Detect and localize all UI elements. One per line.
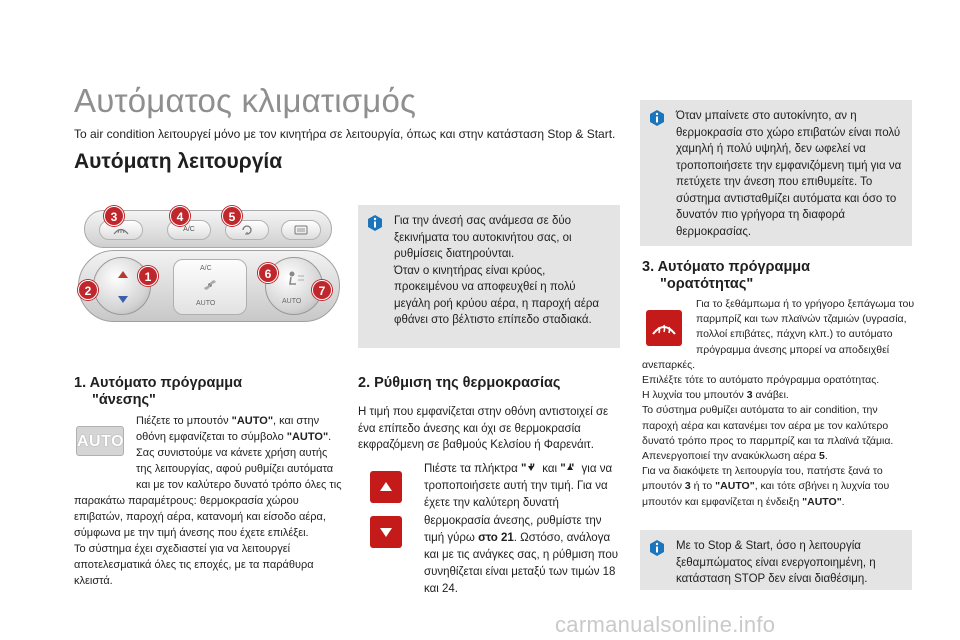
section2-and: και: [539, 463, 561, 475]
panel-rear-defrost-button: [281, 220, 321, 240]
badge-2: 2: [78, 280, 98, 300]
section3-p4-bold: 5: [819, 450, 825, 463]
section3-p5-post: .: [841, 495, 845, 508]
section3-p3-bold: 3: [746, 389, 753, 402]
arrow-up-icon: [380, 482, 392, 491]
section3-p5-mid: , και τότε σβήνει η λυχνία του μπουτόν και εμφανίζεται η ένδειξη: [642, 480, 890, 508]
section2-heading: 2. Ρύθμιση της θερμοκρασίας: [358, 375, 561, 391]
small-arrow-up-icon: [567, 465, 573, 470]
section-heading: Αυτόματη λειτουργία: [74, 150, 283, 173]
center-display: [173, 259, 247, 315]
badge-5: 5: [222, 206, 242, 226]
section1-heading-line1: 1. Αυτόματο πρόγραμμα: [74, 375, 243, 391]
display-ac-label: A/C: [200, 265, 212, 272]
section2-key-down-quote: " ": [520, 463, 536, 475]
temperature-knob: [93, 257, 151, 315]
section3-p4: [642, 403, 916, 464]
section3-p5-b2: "AUTO": [715, 480, 755, 493]
recirculation-icon: [240, 224, 254, 236]
section2-key-up-quote: " ": [560, 463, 575, 475]
badge-1: 1: [138, 266, 158, 286]
climate-control-panel: [74, 200, 344, 325]
info-settings-line1: Για την άνεσή σας ανάμεσα σε δύο ξεκινήματα του αυτοκινήτου σας, οι ρυθμίσεις διατηρούνται.: [394, 215, 572, 260]
info-icon: [649, 109, 665, 127]
section1-auto-symbol: "AUTO": [286, 431, 329, 443]
info-icon: [367, 214, 383, 232]
knob-down-arrow-icon: [118, 296, 128, 303]
info-stop-start-text: Με το Stop & Start, όσο η λειτουργία ξεθαμπώματος είναι ενεργοποιημένη, η κατάσταση STOP δεν είναι διαθέσιμη.: [676, 540, 876, 585]
section2-key-up: [560, 463, 578, 475]
air-distribution-icon: [284, 270, 306, 288]
info-box-settings: [358, 205, 620, 348]
section2-key-down: [521, 463, 539, 475]
section2-p2-pre: Πιέστε τα πλήκτρα: [424, 463, 521, 475]
section1-heading-line2: "άνεσης": [92, 392, 156, 408]
section3-p5-b1: 3: [684, 480, 691, 493]
section3-p5: [642, 464, 916, 510]
section3-p5-b3: "AUTO": [802, 495, 842, 508]
section3-p4-post: .: [824, 450, 828, 463]
section2-intro: Η τιμή που εμφανίζεται στην οθόνη αντιστοιχεί σε ένα επίπεδο άνεσης και όχι σε θερμοκρασία εκφραζόμενη σε βαθμούς Κελσίου ή Φαρενάιτ.: [358, 406, 609, 451]
section2-instructions: [424, 461, 622, 599]
info-box-stop-start: [640, 530, 912, 590]
section3-heading: [642, 259, 810, 293]
section2-p2-mid: για να τροποποιήσετε αυτή την τιμή. Για να έχετε την καλύτερη δυνατή θερμοκρασία άνεσης, ρυθμίστε την τιμή γύρω: [424, 463, 613, 544]
auto-button-icon: AUTO: [76, 426, 124, 456]
section1-p1-text: Πιέζετε το μπουτόν: [136, 415, 232, 427]
section3-p3-pre: Η λυχνία του μπουτόν: [642, 389, 747, 402]
section1-auto-label: "AUTO": [231, 415, 274, 427]
section1-p1-mid: , και στην οθόνη εμφανίζεται το σύμβολο: [136, 415, 320, 443]
badge-3: 3: [104, 206, 124, 226]
page-title: Αυτόματος κλιματισμός: [74, 82, 417, 119]
info-box-temperature-compensation: [640, 100, 912, 246]
section2-value-21: στο 21: [478, 531, 514, 544]
section3-body: [642, 297, 916, 510]
section3-p4-pre: Το σύστημα ρυθμίζει αυτόματα το air condition, την παροχή αέρα και κατανέμει τον αέρα με τον καλύτερο δυνατό τρόπο προς το παρμπρίζ και τα πλαϊνά τζάμια. Απενεργοποιεί την ανακύκλωση αέρα: [642, 404, 894, 463]
section1-body: [74, 413, 344, 589]
knob-up-arrow-icon: [118, 271, 128, 278]
page-subtitle: To air condition λειτουργεί μόνο με τον κινητήρα σε λειτουργία, όπως και στην κατάσταση Stop & Start.: [74, 127, 616, 141]
section3-p5-pre: Για να διακόψετε τη λειτουργία του, πατήστε ξανά το μπουτόν: [642, 465, 883, 493]
defrost-spacer: [642, 297, 696, 355]
badge-4: 4: [170, 206, 190, 226]
auto-badge-spacer: [74, 413, 136, 481]
section3-heading-line2: "ορατότητας": [660, 276, 754, 292]
watermark: carmanualsonline.info: [555, 612, 776, 637]
section2-p2-post: . Ωστόσο, ανάλογα και με τις ανάγκες σας, η ρύθμιση που συνηθίζεται είναι μεταξύ των τιμών 18 και 24.: [424, 531, 619, 596]
temperature-up-button-icon: [370, 471, 402, 503]
section1-p2: Το σύστημα έχει σχεδιαστεί για να λειτουργεί αποτελεσματικά όλες τις εποχές, με τα παράθυρα κλειστά.: [74, 543, 314, 587]
display-auto-label: AUTO: [196, 300, 216, 307]
section1-heading: [74, 375, 242, 409]
windscreen-defrost-icon: [113, 225, 129, 235]
small-arrow-down-icon: [528, 466, 534, 471]
section3-p2: Επιλέξτε τότε το αυτόματο πρόγραμμα ορατότητας.: [642, 374, 880, 387]
section3-heading-line1: 3. Αυτόματο πρόγραμμα: [642, 259, 811, 275]
section3-p3: [642, 388, 916, 403]
temperature-down-button-icon: [370, 516, 402, 548]
badge-6: 6: [258, 263, 278, 283]
panel-bottom-row: [78, 250, 340, 322]
rear-defrost-icon: [294, 225, 308, 235]
section3-p1: Για το ξεθάμπωμα ή το γρήγορο ξεπάγωμα του παρμπρίζ και των πλαϊνών τζαμιών (υγρασία, πολλοί επιβάτες, πάχνη κλπ.) το αυτόματο πρόγραμμα άνεσης μπορεί να αποδειχθεί ανεπαρκές.: [642, 298, 915, 371]
badge-7: 7: [312, 280, 332, 300]
info-settings-line2: Όταν ο κινητήρας είναι κρύος, προκειμένου να αποφευχθεί η πολύ μεγάλη ροή κρύου αέρα, η παροχή αέρα φθάνει στο βέλτιστο επίπεδο σταδιακά.: [394, 264, 600, 326]
arrow-down-icon: [380, 528, 392, 537]
panel-ac-button: A/C: [167, 220, 211, 240]
section1-p1-post: . Σας συνιστούμε να κάνετε χρήση αυτής της λειτουργίας, αφού ρυθμίζει αυτόματα και με τον καλύτερο δυνατό τρόπο όλες τις παρακάτω παραμέτρους: θερμοκρασία χώρου επιβατών, παροχή αέρα, κατανομή και είσοδο αέρα, σύμφωνα με την τιμή άνεσης που έχετε επιλέξει.: [74, 431, 342, 539]
section3-p3-post: ανάβει.: [752, 389, 789, 402]
info-temperature-text: Όταν μπαίνετε στο αυτοκίνητο, αν η θερμοκρασία στο χώρο επιβατών είναι πολύ χαμηλή ή πολύ υψηλή, δεν ωφελεί να τροποποιήσετε την εμφανιζόμενη τιμή για να πετύχετε την άνεση που επιθυμείτε. Το σύστημα αντισταθμίζει αυτόματα και όσο το δυνατόν πιο γρήγορα τη διαφορά θερμοκρασίας.: [676, 110, 902, 238]
knob-auto-label: AUTO: [282, 298, 302, 305]
section3-p5-or: ή το: [690, 480, 716, 493]
info-icon: [649, 539, 665, 557]
fan-icon: [200, 278, 220, 292]
